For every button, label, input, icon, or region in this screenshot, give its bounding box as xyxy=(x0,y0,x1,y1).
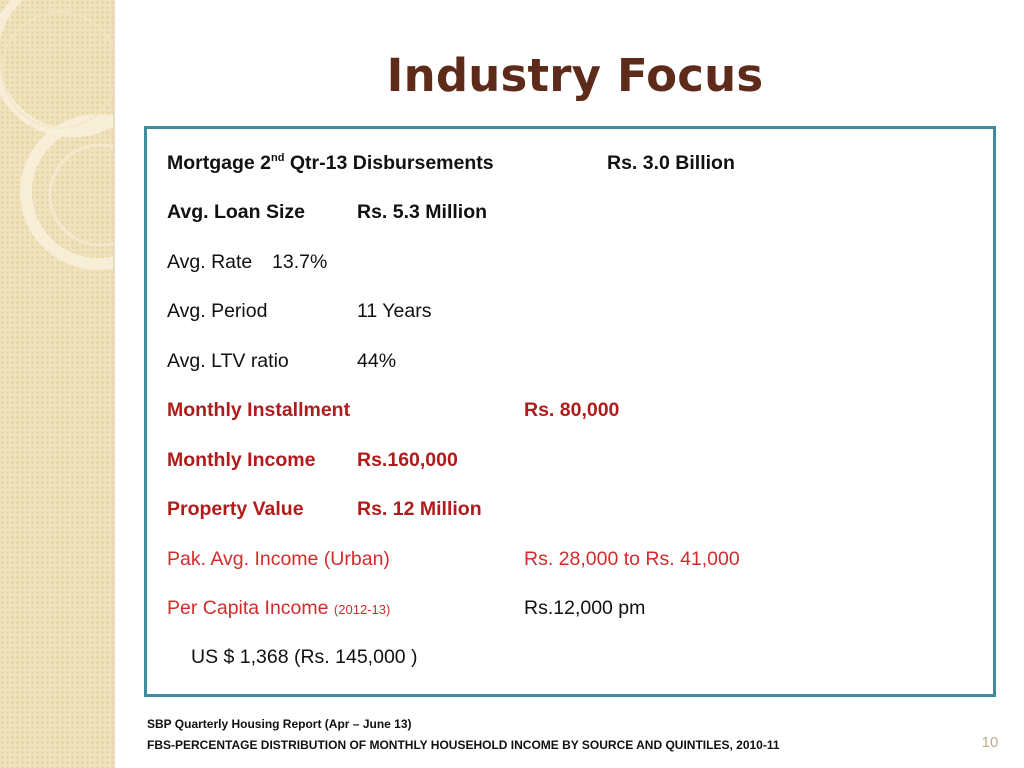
per-capita-value: Rs.12,000 pm xyxy=(524,597,646,619)
period-value: 11 Years xyxy=(357,300,432,322)
period-label: Avg. Period xyxy=(167,300,268,322)
decorative-circles xyxy=(0,0,113,768)
rate-label: Avg. Rate xyxy=(167,251,253,273)
decorative-sidebar xyxy=(0,0,113,768)
mortgage-label: Mortgage 2nd Qtr-13 Disbursements xyxy=(167,152,494,174)
income-label: Monthly Income xyxy=(167,449,316,471)
income-value: Rs.160,000 xyxy=(357,449,458,471)
per-capita-label: Per Capita Income (2012-13) xyxy=(167,597,391,619)
property-value: Rs. 12 Million xyxy=(357,498,482,520)
page-title: Industry Focus xyxy=(386,49,764,102)
property-label: Property Value xyxy=(167,498,304,520)
usd-value: US $ 1,368 (Rs. 145,000 ) xyxy=(191,646,418,668)
rate-value: 13.7% xyxy=(272,251,328,273)
mortgage-value: Rs. 3.0 Billion xyxy=(607,152,735,174)
sidebar-divider xyxy=(113,0,115,768)
page-number: 10 xyxy=(981,734,999,751)
footnote-source-2: FBS-PERCENTAGE DISTRIBUTION OF MONTHLY HOUSEHOLD INCOME BY SOURCE AND QUINTILES, 2010-11 xyxy=(147,738,780,752)
installment-label: Monthly Installment xyxy=(167,399,351,421)
content-box xyxy=(144,126,996,697)
pak-income-value: Rs. 28,000 to Rs. 41,000 xyxy=(524,548,740,570)
loan-size-label: Avg. Loan Size xyxy=(167,201,305,223)
ltv-label: Avg. LTV ratio xyxy=(167,350,289,372)
pak-income-label: Pak. Avg. Income (Urban) xyxy=(167,548,390,570)
installment-value: Rs. 80,000 xyxy=(524,399,620,421)
ltv-value: 44% xyxy=(357,350,397,372)
footnote-source-1: SBP Quarterly Housing Report (Apr – June 13) xyxy=(147,717,412,731)
loan-size-value: Rs. 5.3 Million xyxy=(357,201,488,223)
